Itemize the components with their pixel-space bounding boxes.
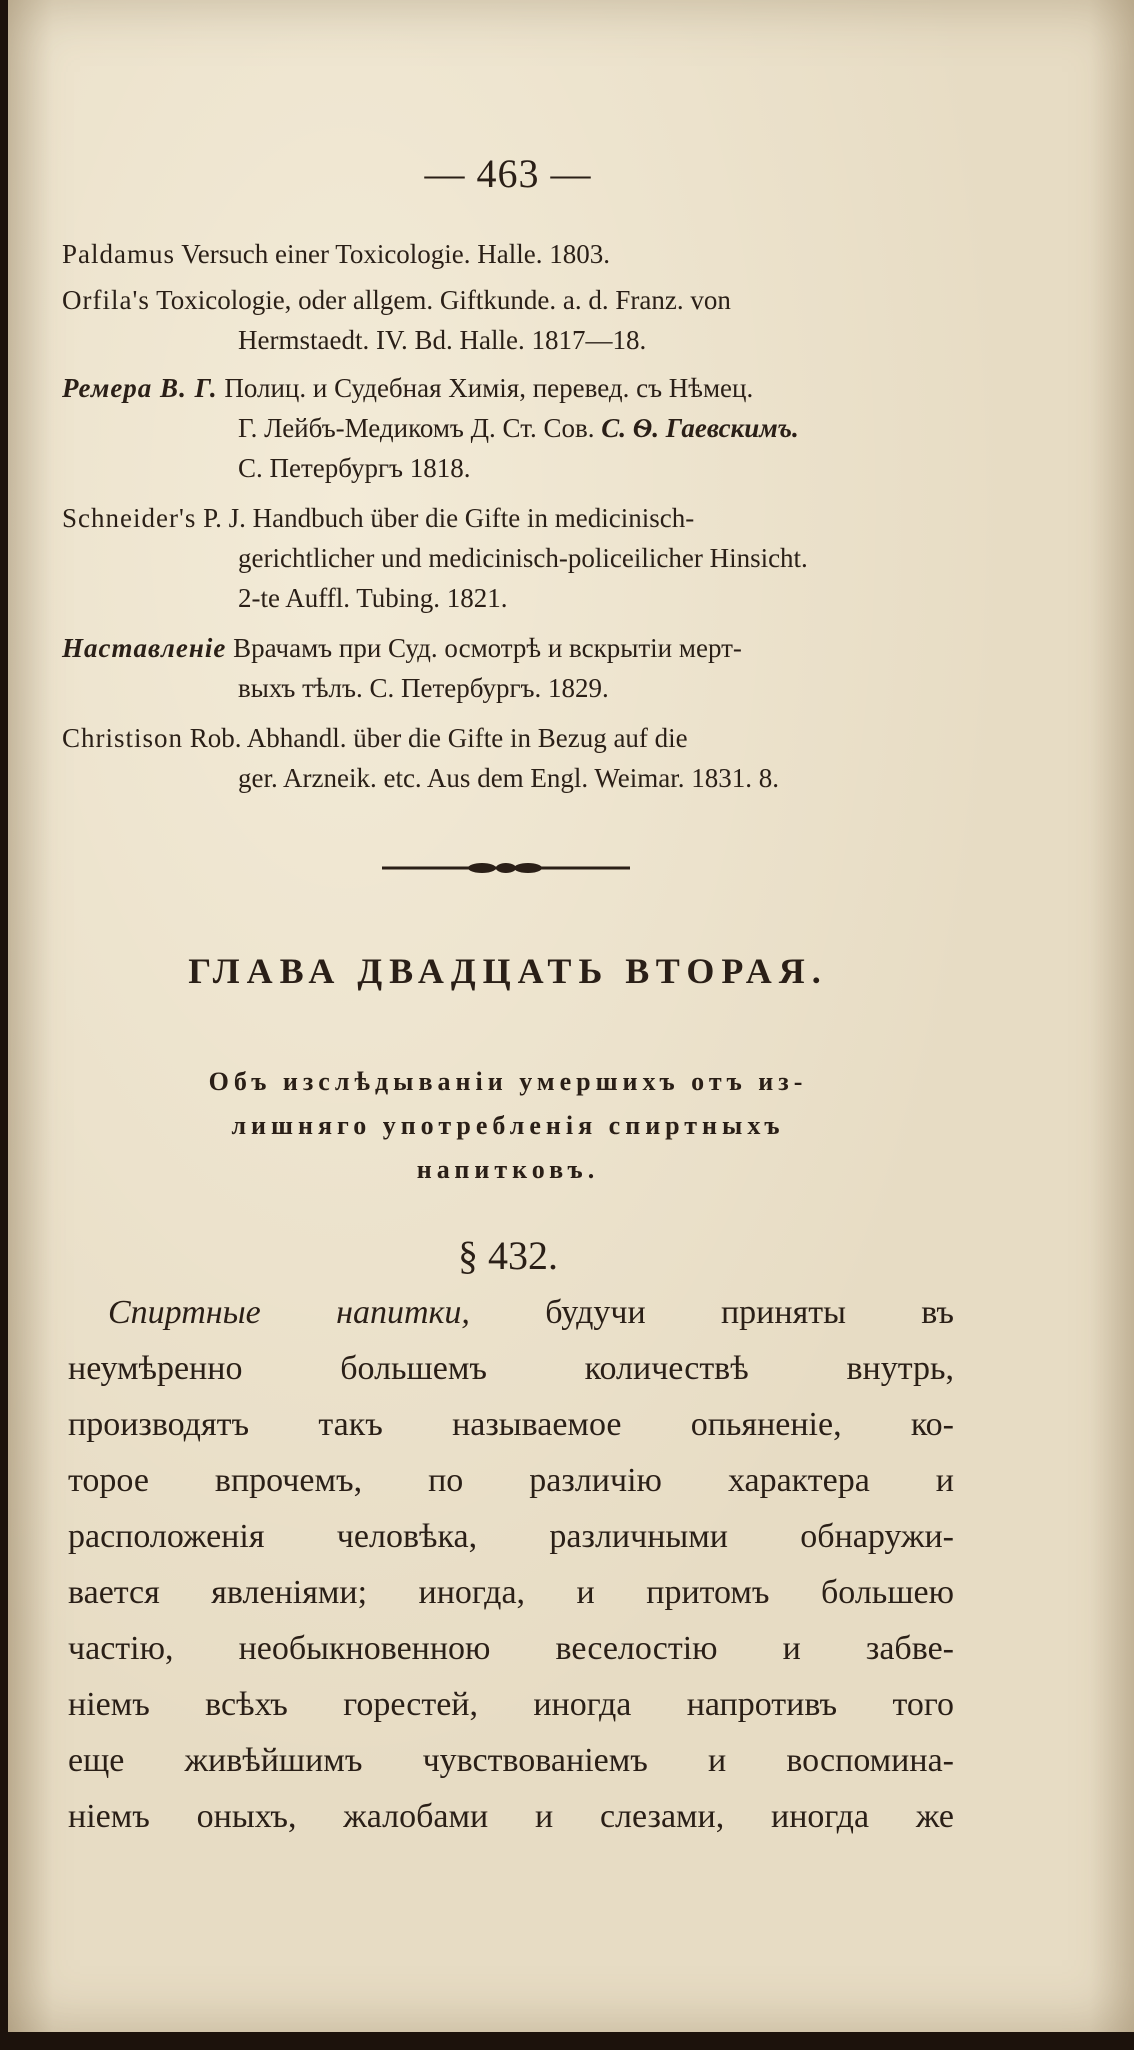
subtitle-line: Объ изслѣдываніи умершихъ отъ из- <box>208 1067 808 1096</box>
reference-christison <box>62 718 962 798</box>
reference-author: Schneider's <box>62 503 197 533</box>
chapter-title: ГЛАВА ДВАДЦАТЬ ВТОРАЯ. <box>188 951 828 991</box>
chapter-subtitle <box>48 1060 968 1192</box>
reference-paldamus <box>62 234 962 274</box>
body-paragraph <box>68 1285 954 1845</box>
reference-text: выхъ тѣлъ. С. Петербургъ. 1829. <box>238 673 609 703</box>
reference-text: Versuch einer Toxicologie. Halle. 1803. <box>175 239 611 269</box>
body-line: вается явленіями; иногда, и притомъ большею <box>68 1574 954 1611</box>
body-line: расположенія человѣка, различными обнаружи- <box>68 1518 954 1555</box>
body-line: ніемъ всѣхъ горестей, иногда напротивъ того <box>68 1686 954 1723</box>
reference-text: P. J. Handbuch über die Gifte in medicinisch- <box>196 503 695 533</box>
body-line: производятъ такъ называемое опьяненіе, ко- <box>68 1406 954 1443</box>
translator-name: С. Ѳ. Гаевскимъ. <box>601 413 799 443</box>
reference-text: ger. Arzneik. etc. Aus dem Engl. Weimar. 1831. 8. <box>238 763 779 793</box>
reference-text: Hermstaedt. IV. Bd. Halle. 1817—18. <box>238 325 647 355</box>
reference-orfila <box>62 280 962 360</box>
reference-text: Врачамъ при Суд. осмотрѣ и вскрытіи мерт- <box>226 633 742 663</box>
reference-remera <box>62 368 962 488</box>
reference-schneider <box>62 498 962 618</box>
ornamental-divider <box>382 862 630 874</box>
body-line: еще живѣйшимъ чувствованіемъ и воспомина- <box>68 1742 954 1779</box>
reference-nastavlenie <box>62 628 962 708</box>
reference-text: С. Петербургъ 1818. <box>238 453 471 483</box>
body-line: будучи приняты въ <box>469 1294 955 1331</box>
subtitle-line: лишняго употребленія спиртныхъ <box>231 1111 785 1140</box>
reference-text: 2-te Auffl. Tubing. 1821. <box>238 583 508 613</box>
body-line: торое впрочемъ, по различію характера и <box>68 1462 954 1499</box>
subtitle-line: напитковъ. <box>416 1155 600 1184</box>
reference-text: Г. Лейбъ-Медикомъ Д. Ст. Сов. <box>238 413 602 443</box>
reference-text: Toxicologie, oder allgem. Giftkunde. a. d. Franz. von <box>149 285 731 315</box>
reference-text: gerichtlicher und medicinisch-policeilicher Hinsicht. <box>238 543 808 573</box>
reference-author: Christison <box>62 723 184 753</box>
body-line: ніемъ оныхъ, жалобами и слезами, иногда же <box>68 1798 954 1835</box>
reference-author: Orfila's <box>62 285 150 315</box>
body-line: неумѣренно большемъ количествѣ внутрь, <box>68 1350 954 1387</box>
reference-author: Ремера В. Г. <box>62 373 218 403</box>
book-page <box>8 0 1134 2032</box>
lead-phrase: Спиртные напитки, <box>108 1294 470 1331</box>
section-number: § 432. <box>458 1233 558 1278</box>
body-line: частію, необыкновенною веселостію и забве- <box>68 1630 954 1667</box>
reference-author: Наставленіе <box>62 633 227 663</box>
reference-text: Rob. Abhandl. über die Gifte in Bezug auf die <box>183 723 688 753</box>
reference-text: Полиц. и Судебная Химія, перевед. съ Нѣмец. <box>217 373 754 403</box>
reference-author: Paldamus <box>62 239 175 269</box>
page-number: — 463 — <box>424 151 592 196</box>
